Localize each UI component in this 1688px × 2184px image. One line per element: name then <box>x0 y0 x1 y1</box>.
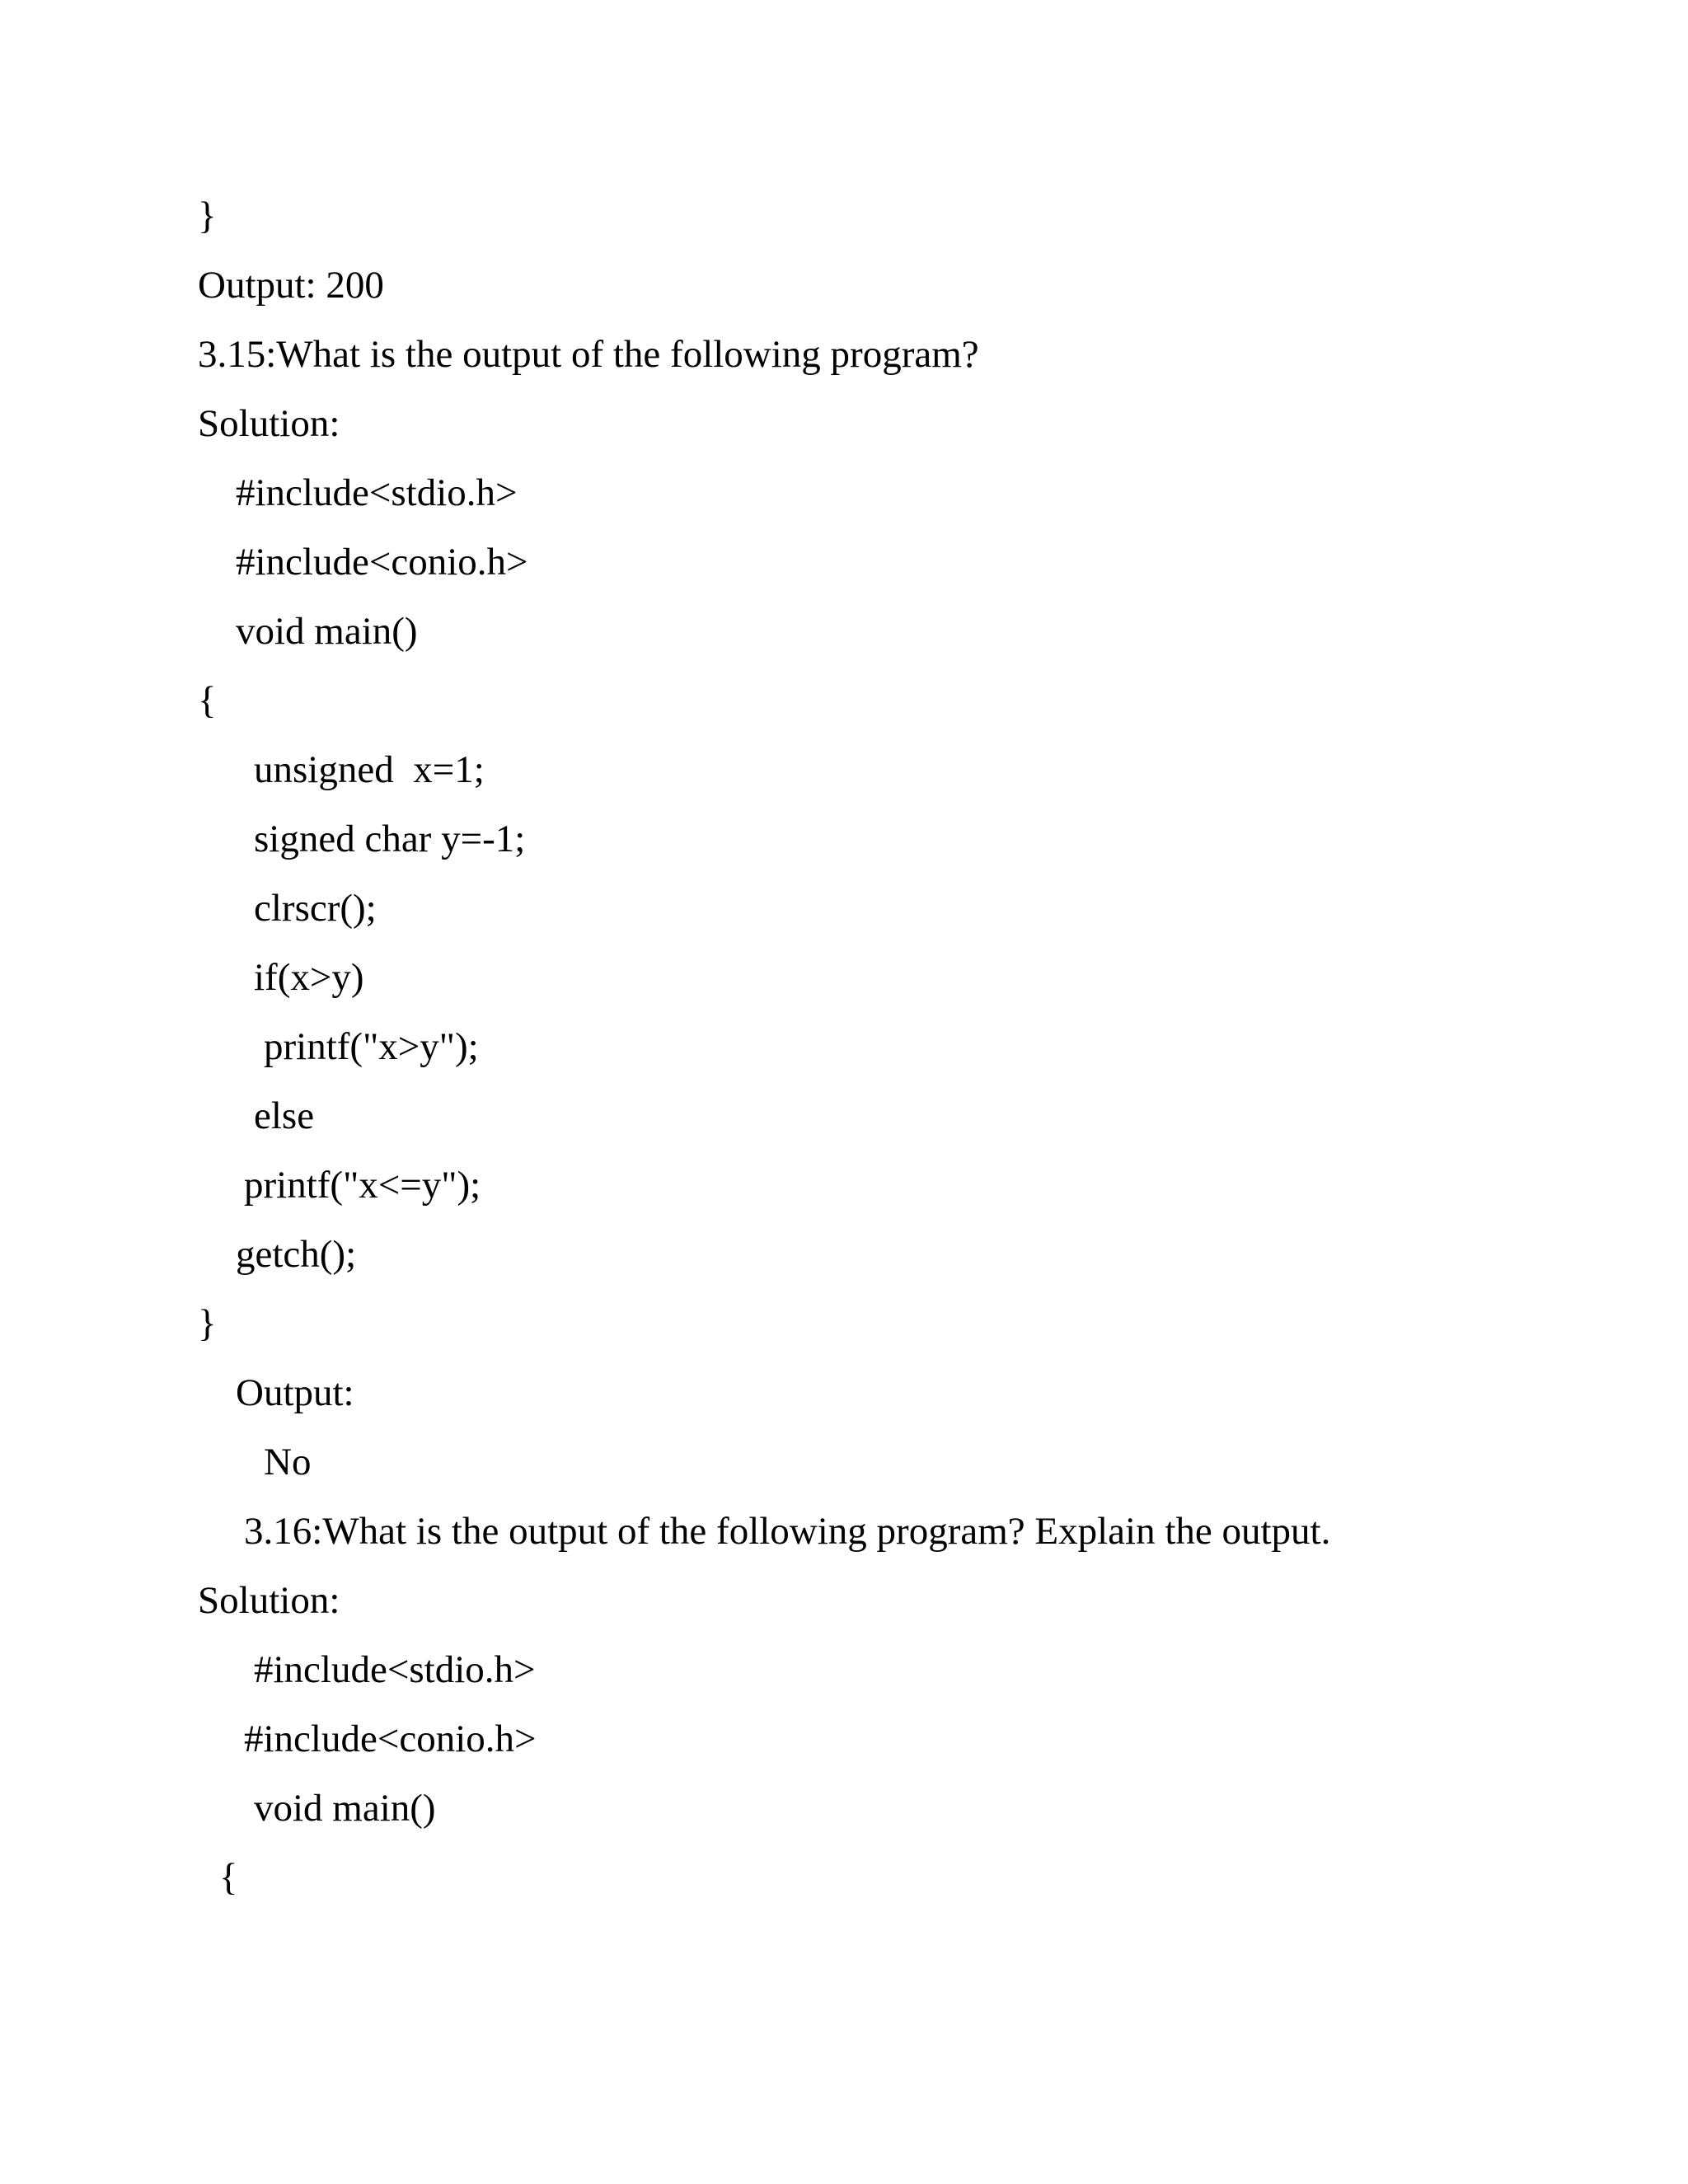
code-include-conio-2: #include<conio.h> <box>244 1718 537 1760</box>
code-include-stdio-2: #include<stdio.h> <box>254 1648 536 1691</box>
code-unsigned-x: unsigned x=1; <box>254 748 485 791</box>
question-3-15: 3.15:What is the output of the following program? <box>198 333 979 376</box>
code-printf-greater: printf("x>y"); <box>264 1025 479 1068</box>
code-void-main-1: void main() <box>236 610 418 653</box>
code-printf-less-equal: printf("x<=y"); <box>244 1164 481 1207</box>
solution-label-2: Solution: <box>198 1579 340 1622</box>
code-void-main-2: void main() <box>254 1787 436 1830</box>
code-else: else <box>254 1094 315 1137</box>
code-clrscr: clrscr(); <box>254 887 377 930</box>
closing-brace-previous: } <box>198 194 217 237</box>
code-open-brace-1: { <box>198 679 217 722</box>
code-include-conio-1: #include<conio.h> <box>236 541 528 583</box>
code-if-condition: if(x>y) <box>254 956 364 999</box>
code-getch: getch(); <box>236 1233 357 1276</box>
code-include-stdio-1: #include<stdio.h> <box>236 471 518 514</box>
code-close-brace-1: } <box>198 1302 217 1345</box>
code-signed-char-y: signed char y=-1; <box>254 818 526 860</box>
code-open-brace-2: { <box>219 1856 238 1899</box>
question-3-16: 3.16:What is the output of the following program? Explain the output. <box>244 1510 1331 1553</box>
solution-label-1: Solution: <box>198 402 340 445</box>
output-line-200: Output: 200 <box>198 264 384 307</box>
output-label: Output: <box>236 1371 354 1414</box>
output-value-no: No <box>264 1441 312 1483</box>
